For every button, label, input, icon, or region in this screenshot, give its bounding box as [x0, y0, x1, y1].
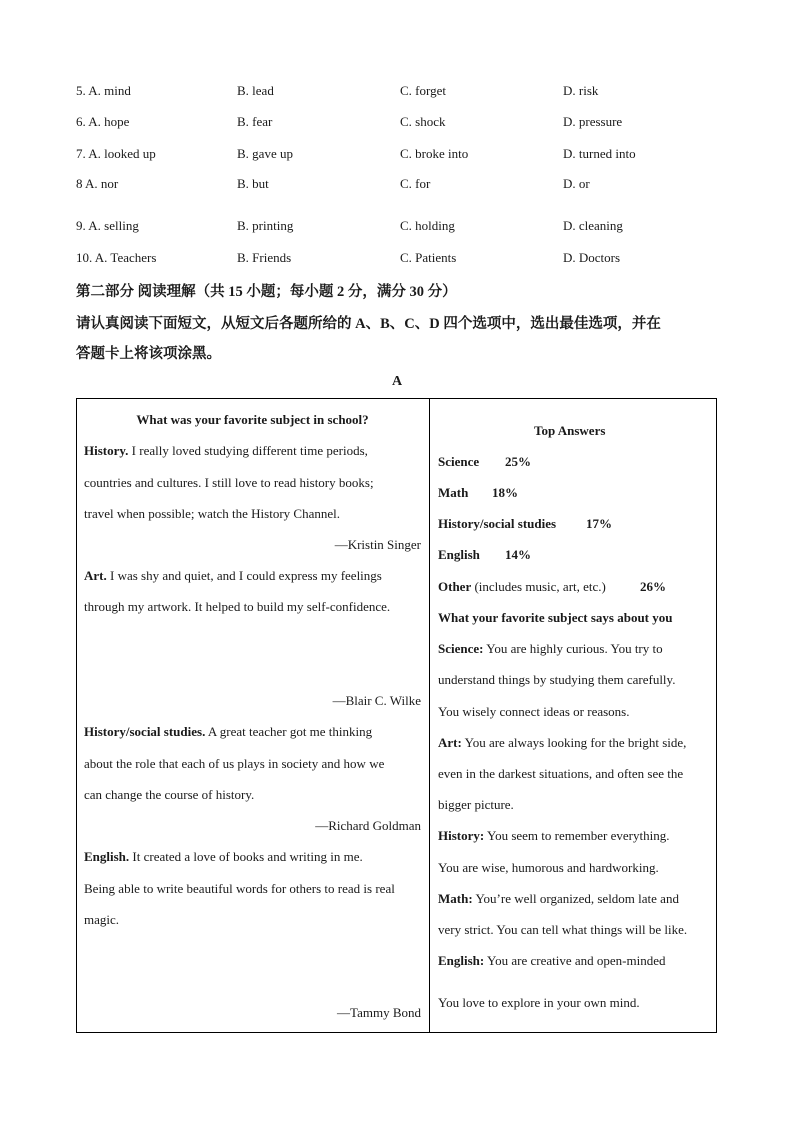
- option-d: D. risk: [563, 83, 599, 98]
- stat-subject: Math: [438, 485, 469, 500]
- desc-line: [438, 828, 669, 844]
- option-d: D. or: [563, 176, 590, 191]
- says-heading: What your favorite subject says about you: [438, 610, 673, 625]
- desc-subject: English:: [438, 953, 485, 968]
- entry-text: I really loved studying different time periods,: [131, 443, 368, 458]
- desc-text: very strict. You can tell what things will be like.: [438, 922, 688, 937]
- entry-author: —Richard Goldman: [315, 818, 421, 833]
- entry-subject: History/social studies.: [84, 724, 206, 739]
- option-c: C. Patients: [400, 250, 457, 265]
- entry-line: [84, 443, 368, 459]
- option-d: D. Doctors: [563, 250, 621, 265]
- desc-line: [438, 641, 663, 657]
- entry-text: magic.: [84, 912, 120, 927]
- stat-percent: 18%: [492, 485, 518, 500]
- option-c: C. forget: [400, 83, 446, 98]
- top-answers-heading: Top Answers: [534, 423, 606, 438]
- stat-percent: 14%: [505, 547, 531, 562]
- option-row: [76, 146, 726, 166]
- entry-author: —Tammy Bond: [337, 1005, 421, 1020]
- entry-subject: English.: [84, 849, 130, 864]
- stat-row: [438, 579, 710, 595]
- entry-subject: History.: [84, 443, 129, 458]
- entry-line: [84, 849, 363, 865]
- entry-subject: Art.: [84, 568, 107, 583]
- option-d: D. cleaning: [563, 218, 623, 233]
- entry-text: travel when possible; watch the History Channel.: [84, 506, 340, 521]
- section-instruction: 请认真阅读下面短文，从短文后各题所给的 A、B、C、D 四个选项中，选出最佳选项，并在: [76, 316, 661, 332]
- stat-note: (includes music, art, etc.): [474, 579, 606, 594]
- entry-text: can change the course of history.: [84, 787, 255, 802]
- option-c: C. broke into: [400, 146, 469, 161]
- desc-subject: Science:: [438, 641, 484, 656]
- option-a: 5. A. mind: [76, 83, 131, 98]
- option-a: 9. A. selling: [76, 218, 139, 233]
- passage-table: [76, 398, 717, 1033]
- option-a: 6. A. hope: [76, 114, 130, 129]
- survey-question: What was your favorite subject in school?: [136, 412, 369, 427]
- entry-text: countries and cultures. I still love to read history books;: [84, 475, 374, 490]
- stat-row: [438, 516, 710, 532]
- desc-text: You are wise, humorous and hardworking.: [438, 860, 659, 875]
- option-b: B. but: [237, 176, 269, 191]
- option-row: [76, 83, 726, 103]
- option-d: D. pressure: [563, 114, 623, 129]
- desc-text: You love to explore in your own mind.: [438, 995, 640, 1010]
- desc-subject: Math:: [438, 891, 473, 906]
- section-title: 第二部分 阅读理解（共 15 小题；每小题 2 分，满分 30 分）: [76, 284, 457, 300]
- desc-text: You wisely connect ideas or reasons.: [438, 704, 630, 719]
- desc-text: bigger picture.: [438, 797, 514, 812]
- entry-text: I was shy and quiet, and I could express my feelings: [110, 568, 382, 583]
- stat-row: [438, 485, 710, 501]
- desc-text: You’re well organized, seldom late and: [475, 891, 679, 906]
- option-row: [76, 218, 726, 238]
- entry-author: —Blair C. Wilke: [332, 693, 421, 708]
- entry-text: It created a love of books and writing in me.: [132, 849, 363, 864]
- option-c: C. for: [400, 176, 431, 191]
- stat-subject: English: [438, 547, 480, 562]
- column-divider: [429, 399, 430, 1032]
- option-a: 10. A. Teachers: [76, 250, 157, 265]
- desc-line: [438, 735, 686, 751]
- desc-text: even in the darkest situations, and often see the: [438, 766, 684, 781]
- option-row: [76, 250, 726, 270]
- stat-percent: 17%: [586, 516, 612, 531]
- desc-text: You are highly curious. You try to: [486, 641, 663, 656]
- stat-subject: Science: [438, 454, 480, 469]
- option-b: B. gave up: [237, 146, 293, 161]
- desc-text: understand things by studying them carefully.: [438, 672, 676, 687]
- stat-percent: 25%: [505, 454, 531, 469]
- desc-line: [438, 953, 665, 969]
- option-b: B. lead: [237, 83, 274, 98]
- option-b: B. printing: [237, 218, 294, 233]
- option-d: D. turned into: [563, 146, 636, 161]
- entry-line: [84, 568, 382, 584]
- option-row: [76, 176, 726, 196]
- option-c: C. holding: [400, 218, 455, 233]
- entry-line: [84, 724, 372, 740]
- stat-row: [438, 454, 710, 470]
- stat-percent: 26%: [640, 579, 666, 594]
- desc-text: You are creative and open-minded: [487, 953, 666, 968]
- stat-row: [438, 547, 710, 563]
- desc-text: You are always looking for the bright side,: [464, 735, 687, 750]
- desc-subject: Art:: [438, 735, 462, 750]
- option-b: B. Friends: [237, 250, 292, 265]
- entry-text: Being able to write beautiful words for others to read is real: [84, 881, 395, 896]
- stat-subject: Other: [438, 579, 472, 594]
- entry-text: through my artwork. It helped to build my self-confidence.: [84, 599, 391, 614]
- desc-line: [438, 891, 679, 907]
- section-instruction-cont: 答题卡上将该项涂黑。: [76, 346, 221, 362]
- desc-subject: History:: [438, 828, 485, 843]
- passage-label: A: [391, 374, 403, 389]
- option-a: 8 A. nor: [76, 176, 119, 191]
- option-row: [76, 114, 726, 134]
- desc-text: You seem to remember everything.: [487, 828, 670, 843]
- entry-text: A great teacher got me thinking: [207, 724, 373, 739]
- option-a: 7. A. looked up: [76, 146, 156, 161]
- option-c: C. shock: [400, 114, 446, 129]
- option-b: B. fear: [237, 114, 273, 129]
- stat-subject: History/social studies: [438, 516, 557, 531]
- entry-author: —Kristin Singer: [334, 537, 421, 552]
- entry-text: about the role that each of us plays in society and how we: [84, 756, 385, 771]
